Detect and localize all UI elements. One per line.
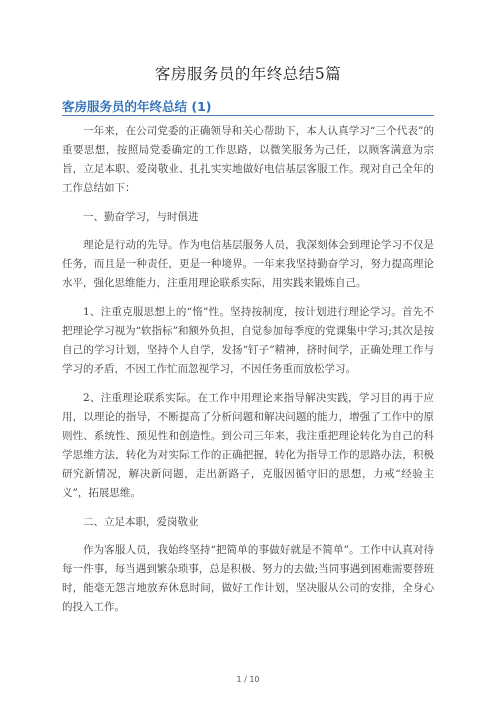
page-number: 1 / 10 xyxy=(236,675,260,684)
paragraph-point-1: 1、注重克服思想上的“惰”性。坚持按制度，按计划进行理论学习。首先不把理论学习视为“软指标”和额外负担，自觉参加每季度的党课集中学习;其次是按自己的学习计划，坚持个人自学，发扬“钉子”精神，挤时间学，正确处理工作与学习的矛盾，不因工作忙而忽视学习，不因任务重而放松学习。 xyxy=(62,306,434,375)
paragraph-intro: 一年来，在公司党委的正确领导和关心帮助下，本人认真学习“三个代表”的重要思想，按照局党委确定的工作思路，以微笑服务为己任，以顾客满意为宗旨，立足本职、爱岗敬业、扎扎实实地做好电信基层客服工作。现对自己全年的工作总结如下： xyxy=(62,125,434,194)
paragraph-dedication: 作为客服人员，我始终坚持“把简单的事做好就是不简单”。工作中认真对待每一件事，每当遇到繁杂琐事，总是积极、努力的去做;当同事遇到困难需要替班时，能毫无怨言地放弃休息时间，做好工作计划，坚决服从公司的安排，全身心的投入工作。 xyxy=(62,544,434,613)
paragraph-point-2: 2、注重理论联系实际。在工作中用理论来指导解决实践，学习目的再于应用，以理论的指导，不断提高了分析问题和解决问题的能力，增强了工作中的原则性、系统性、预见性和创造性。到公司三年来，我注重把理论转化为自己的科学思维方法，转化为对实际工作的正确把握，转化为指导工作的思路办法，积极研究新情况，解决新问题，走出新路子，克服因循守旧的思想，力戒“经验主义”，拓展思维。 xyxy=(62,392,434,499)
paragraph-theory: 理论是行动的先导。作为电信基层服务人员，我深刻体会到理论学习不仅是任务，而且是一种责任，更是一种境界。一年来我坚持勤奋学习，努力提高理论水平，强化思维能力，注重用理论联系实际，用实践来锻炼自己。 xyxy=(62,239,434,289)
subheading-study: 一、勤奋学习，与时俱进 xyxy=(83,211,199,223)
document-title: 客房服务员的年终总结5篇 xyxy=(154,65,342,83)
section-heading: 客房服务员的年终总结 (1) xyxy=(62,99,212,114)
subheading-dedication: 二、立足本职，爱岗敬业 xyxy=(83,516,199,528)
document-body xyxy=(62,122,434,627)
heading-underline xyxy=(62,115,434,116)
